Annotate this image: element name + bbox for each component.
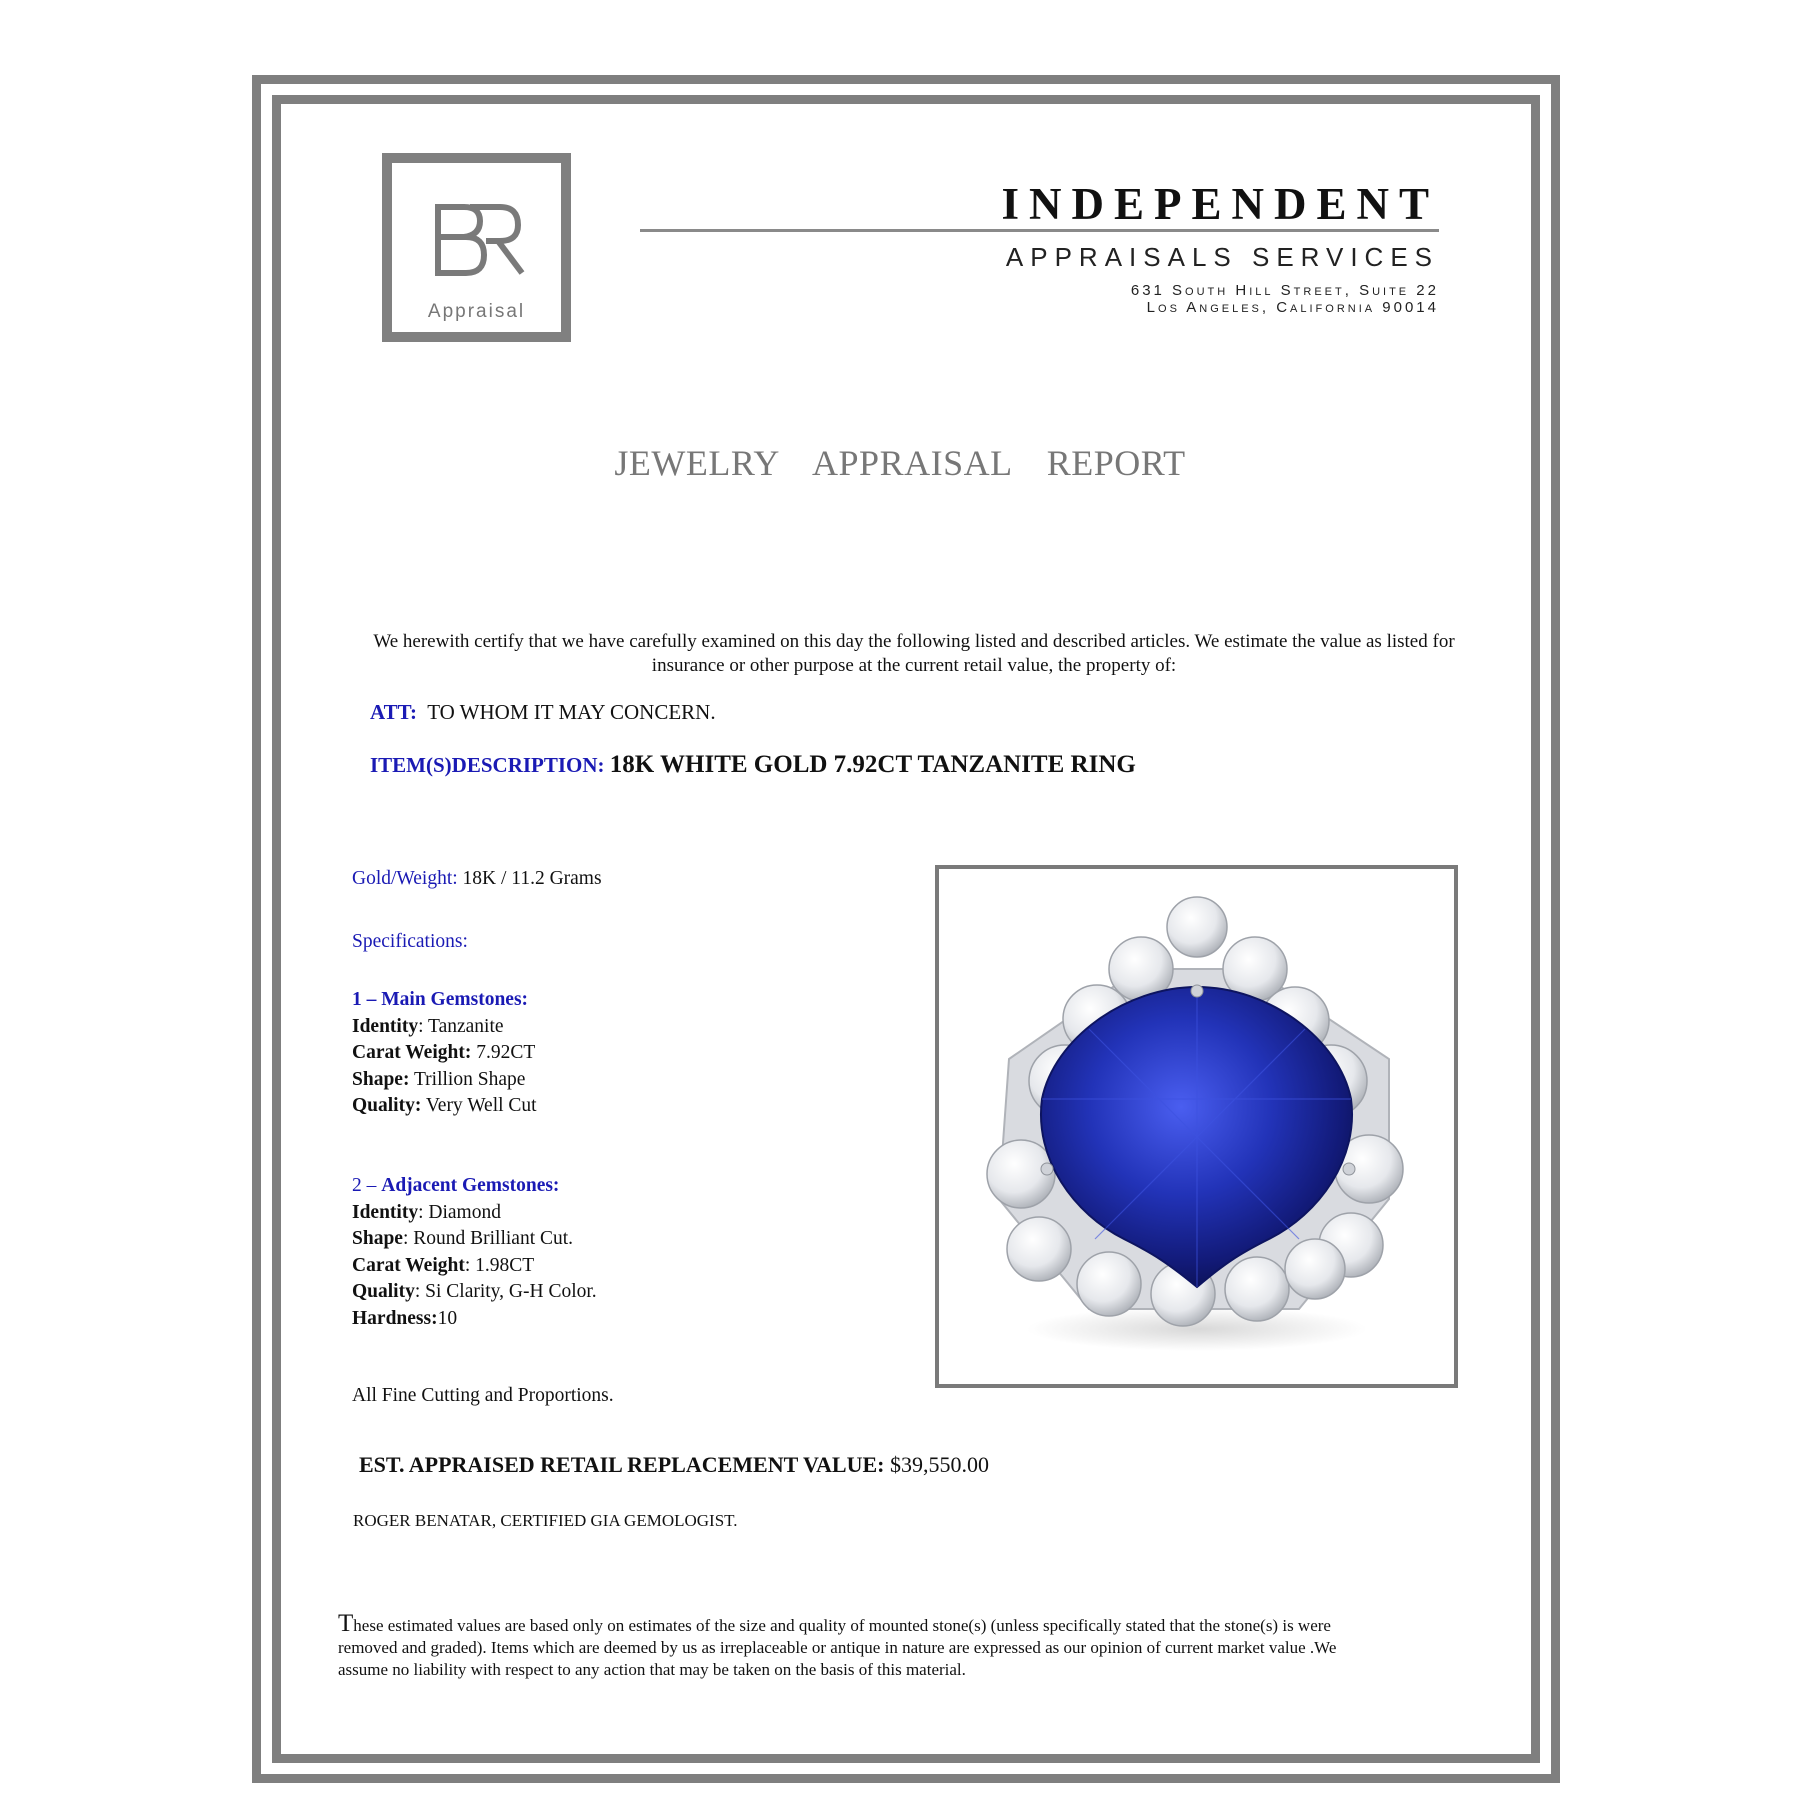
shape-value: : Round Brilliant Cut. <box>402 1228 574 1249</box>
hardness-value: 10 <box>437 1307 458 1329</box>
main-gemstones-heading: 1 – Main Gemstones: <box>352 989 529 1010</box>
quality-label: Quality <box>352 1281 415 1302</box>
carat-label: Carat Weight: <box>352 1042 472 1063</box>
shape-label: Shape: <box>352 1068 410 1090</box>
adjacent-gemstones-heading: Adjacent Gemstones: <box>381 1175 560 1196</box>
company-subtitle: APPRAISALS SERVICES <box>1005 242 1439 272</box>
item-label: ITEM(S)DESCRIPTION: <box>370 753 605 777</box>
certification-statement: We herewith certify that we have carefully examined on this day the following listed and described articles. We estimate the value as listed for insurance or other purpose at the current retail value, the property of: <box>373 631 1455 676</box>
address-line-2: Los Angeles, California 90014 <box>1146 299 1439 316</box>
gemologist-signature: ROGER BENATAR, CERTIFIED GIA GEMOLOGIST. <box>353 1511 738 1530</box>
identity-label: Identity <box>352 1201 419 1223</box>
address-line-1: 631 South Hill Street, Suite 22 <box>1130 282 1439 299</box>
report-title: JEWELRY APPRAISAL REPORT <box>614 443 1186 483</box>
main-gemstones-block <box>352 987 537 1120</box>
att-value: TO WHOM IT MAY CONCERN. <box>427 700 716 724</box>
logo-wordmark: Appraisal <box>427 301 526 322</box>
fine-cutting-note: All Fine Cutting and Proportions. <box>352 1385 614 1406</box>
att-line <box>370 700 716 725</box>
disclaimer-text: hese estimated values are based only on estimates of the size and quality of mounted stone(s) (unless specifically stated that the stone(s) is were removed and graded). Items which are deemed by us as irreplaceable or antique in nature are expressed as our opinion of current market value .We assume no liability with respect to any action that may be taken on the basis of this material. <box>338 1616 1337 1679</box>
appraised-value-label: EST. APPRAISED RETAIL REPLACEMENT VALUE: <box>359 1452 885 1477</box>
identity-value: : Diamond <box>418 1201 501 1223</box>
header-rule <box>640 229 1439 232</box>
disclaimer <box>338 1610 1378 1681</box>
hardness-label: Hardness: <box>352 1307 438 1329</box>
item-description-line <box>370 751 1136 779</box>
disclaimer-dropcap: T <box>338 1610 354 1637</box>
adjacent-gemstones-block <box>352 1173 597 1332</box>
company-name: INDEPENDENT <box>1001 179 1439 229</box>
br-appraisal-logo <box>382 153 571 342</box>
item-description: 18K WHITE GOLD 7.92CT TANZANITE RING <box>609 751 1136 778</box>
carat-value: 7.92CT <box>471 1042 536 1063</box>
appraised-value: $39,550.00 <box>884 1452 989 1477</box>
specifications-label: Specifications: <box>352 931 468 952</box>
tanzanite-ring-image <box>939 869 1454 1384</box>
carat-value: : 1.98CT <box>464 1254 535 1276</box>
quality-value: Very Well Cut <box>421 1095 537 1116</box>
gold-weight-line <box>352 866 602 893</box>
ring-photo <box>935 865 1458 1388</box>
adjacent-heading-number: 2 – <box>352 1175 382 1196</box>
gold-weight-label: Gold/Weight: <box>352 868 458 889</box>
identity-value: : Tanzanite <box>418 1015 504 1037</box>
identity-label: Identity <box>352 1015 419 1037</box>
shape-label: Shape <box>352 1228 403 1249</box>
carat-label: Carat Weight <box>352 1254 465 1276</box>
gold-weight-value: 18K / 11.2 Grams <box>462 868 602 889</box>
appraised-value-line <box>359 1452 989 1478</box>
shape-value: Trillion Shape <box>409 1068 526 1090</box>
quality-value: : Si Clarity, G-H Color. <box>414 1281 597 1302</box>
att-label: ATT: <box>370 700 418 724</box>
quality-label: Quality: <box>352 1095 422 1116</box>
br-monogram-icon <box>430 201 530 281</box>
